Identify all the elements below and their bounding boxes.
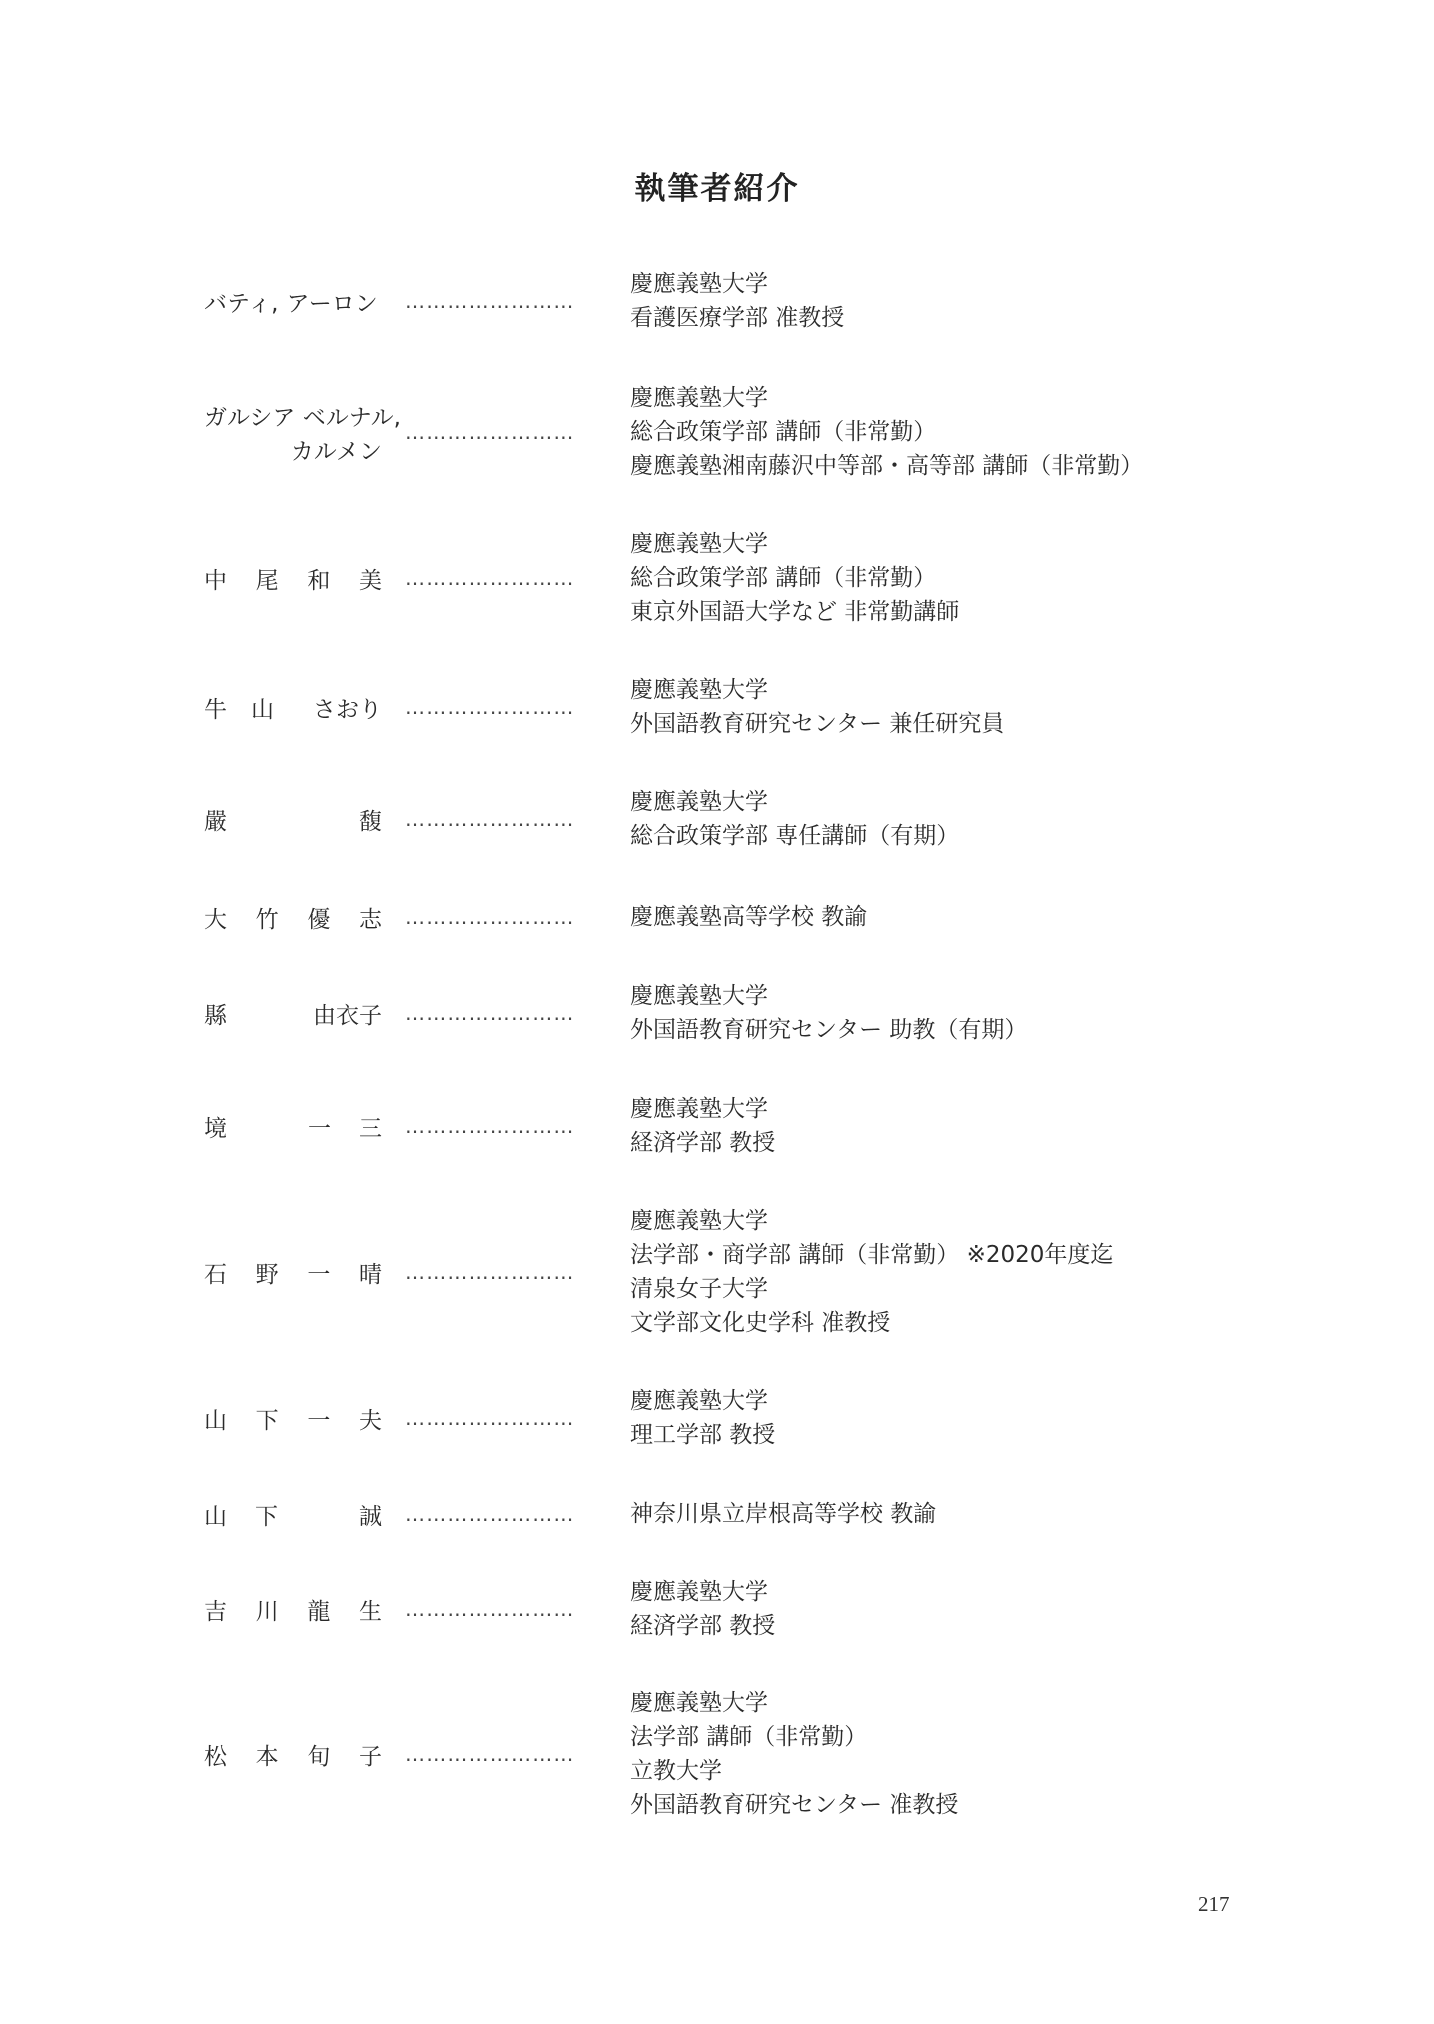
dot-leader: …………………… [405, 1114, 575, 1138]
dot-leader: …………………… [405, 1742, 575, 1766]
affiliation-line: 文学部文化史学科 准教授 [630, 1310, 891, 1336]
affiliation-line: 慶應義塾大学 [630, 385, 768, 411]
name-part: 石 [204, 1261, 227, 1288]
name-part: 馥 [359, 808, 382, 835]
name-part: 子 [358, 1743, 382, 1770]
affiliation-block [630, 1384, 1350, 1452]
dot-leader: …………………… [405, 1597, 575, 1621]
affiliation-line: 清泉女子大学 [630, 1276, 768, 1302]
dot-leader: …………………… [405, 1260, 575, 1284]
affiliation-line: 法学部・商学部 講師（非常勤） ※2020年度迄 [630, 1242, 1114, 1268]
affiliation-line: 外国語教育研究センター 兼任研究員 [630, 711, 1005, 737]
dot-leader: …………………… [405, 1406, 575, 1430]
name-part: 夫 [358, 1407, 382, 1434]
name-part: ガルシア ベルナル, [204, 404, 401, 431]
name-part: 山 [251, 696, 274, 723]
affiliation-block [630, 673, 1350, 741]
page-title: 執筆者紹介 [634, 171, 800, 207]
dot-leader: …………………… [405, 420, 575, 444]
affiliation-line: 経済学部 教授 [630, 1613, 776, 1639]
name-part: 優 [307, 906, 331, 933]
affiliation-line: 外国語教育研究センター 准教授 [630, 1792, 959, 1818]
name-part: 吉 [204, 1598, 227, 1625]
contributor-name [204, 284, 382, 318]
page-number: 217 [1198, 1892, 1230, 1916]
affiliation-block [630, 785, 1350, 853]
contributor-name [204, 561, 382, 595]
contributor-name [204, 1109, 382, 1143]
affiliation-line: 慶應義塾大学 [630, 271, 768, 297]
name-part: バティ, [204, 290, 279, 317]
contributor-name [204, 996, 382, 1030]
contributor-name [204, 1497, 382, 1531]
contributor-name [204, 690, 382, 724]
dot-leader: …………………… [405, 695, 575, 719]
affiliation-line: 総合政策学部 専任講師（有期） [630, 823, 960, 849]
dot-leader: …………………… [405, 1001, 575, 1025]
name-part: 由衣子 [313, 1002, 382, 1029]
name-part: 下 [255, 1503, 278, 1530]
affiliation-line: 慶應義塾大学 [630, 1388, 768, 1414]
affiliation-line: 経済学部 教授 [630, 1130, 776, 1156]
affiliation-block [630, 1686, 1350, 1822]
name-part: アーロン [286, 290, 378, 317]
affiliation-line: 理工学部 教授 [630, 1422, 776, 1448]
affiliation-line: 慶應義塾大学 [630, 677, 768, 703]
affiliation-line: 外国語教育研究センター 助教（有期） [630, 1017, 1028, 1043]
name-part: さおり [313, 696, 382, 723]
name-part: 生 [358, 1598, 382, 1625]
affiliation-line: 総合政策学部 講師（非常勤） [630, 419, 937, 445]
dot-leader: …………………… [405, 905, 575, 929]
name-part: 三 [359, 1115, 382, 1142]
name-part: 嚴 [204, 808, 227, 835]
name-part: 大 [204, 906, 227, 933]
name-part: 一 [308, 1115, 331, 1142]
contributor-name [204, 900, 382, 934]
name-part: 尾 [255, 567, 279, 594]
name-part: 龍 [307, 1598, 331, 1625]
name-part: 下 [255, 1407, 279, 1434]
affiliation-line: 慶應義塾大学 [630, 789, 768, 815]
affiliation-block [630, 1204, 1350, 1340]
affiliation-block [630, 900, 1350, 934]
name-part: 美 [358, 567, 382, 594]
affiliation-line: 慶應義塾大学 [630, 531, 768, 557]
dot-leader: …………………… [405, 1502, 575, 1526]
name-part: カルメン [290, 438, 382, 465]
name-part: 誠 [359, 1503, 382, 1530]
affiliation-line: 立教大学 [630, 1758, 722, 1784]
contributor-name [204, 1255, 382, 1289]
affiliation-line: 慶應義塾大学 [630, 983, 768, 1009]
contributor-name [204, 1592, 382, 1626]
name-part: 縣 [204, 1002, 227, 1029]
name-part: 旬 [307, 1743, 331, 1770]
contributor-name [204, 398, 401, 466]
contributor-name [204, 802, 382, 836]
affiliation-line: 慶應義塾大学 [630, 1208, 768, 1234]
dot-leader: …………………… [405, 807, 575, 831]
dot-leader: …………………… [405, 566, 575, 590]
name-part: 中 [204, 567, 227, 594]
dot-leader: …………………… [405, 289, 575, 313]
name-part: 和 [307, 567, 331, 594]
affiliation-block [630, 979, 1350, 1047]
name-part: 一 [307, 1407, 331, 1434]
affiliation-line: 慶應義塾湘南藤沢中等部・高等部 講師（非常勤） [630, 453, 1144, 479]
affiliation-line: 神奈川県立岸根高等学校 教諭 [630, 1501, 937, 1527]
affiliation-line: 総合政策学部 講師（非常勤） [630, 565, 937, 591]
name-part: 牛 [204, 696, 227, 723]
name-part: 松 [204, 1743, 227, 1770]
name-part: 志 [358, 906, 382, 933]
affiliation-block [630, 1575, 1350, 1643]
contributor-name [204, 1401, 382, 1435]
name-part: 一 [307, 1261, 331, 1288]
affiliation-line: 慶應義塾高等学校 教諭 [630, 904, 868, 930]
affiliation-line: 法学部 講師（非常勤） [630, 1724, 868, 1750]
affiliation-line: 看護医療学部 准教授 [630, 305, 845, 331]
affiliation-block [630, 267, 1350, 335]
affiliation-line: 東京外国語大学など 非常勤講師 [630, 599, 960, 625]
affiliation-block [630, 381, 1350, 483]
name-part: 本 [255, 1743, 279, 1770]
name-part: 境 [204, 1115, 227, 1142]
affiliation-block [630, 527, 1350, 629]
contributor-name [204, 1737, 382, 1771]
affiliation-line: 慶應義塾大学 [630, 1690, 768, 1716]
name-part: 山 [204, 1407, 227, 1434]
affiliation-block [630, 1497, 1350, 1531]
affiliation-line: 慶應義塾大学 [630, 1579, 768, 1605]
name-part: 野 [255, 1261, 279, 1288]
name-part: 晴 [358, 1261, 382, 1288]
affiliation-line: 慶應義塾大学 [630, 1096, 768, 1122]
affiliation-block [630, 1092, 1350, 1160]
name-part: 川 [255, 1598, 279, 1625]
name-part: 竹 [255, 906, 279, 933]
name-part: 山 [204, 1503, 227, 1530]
